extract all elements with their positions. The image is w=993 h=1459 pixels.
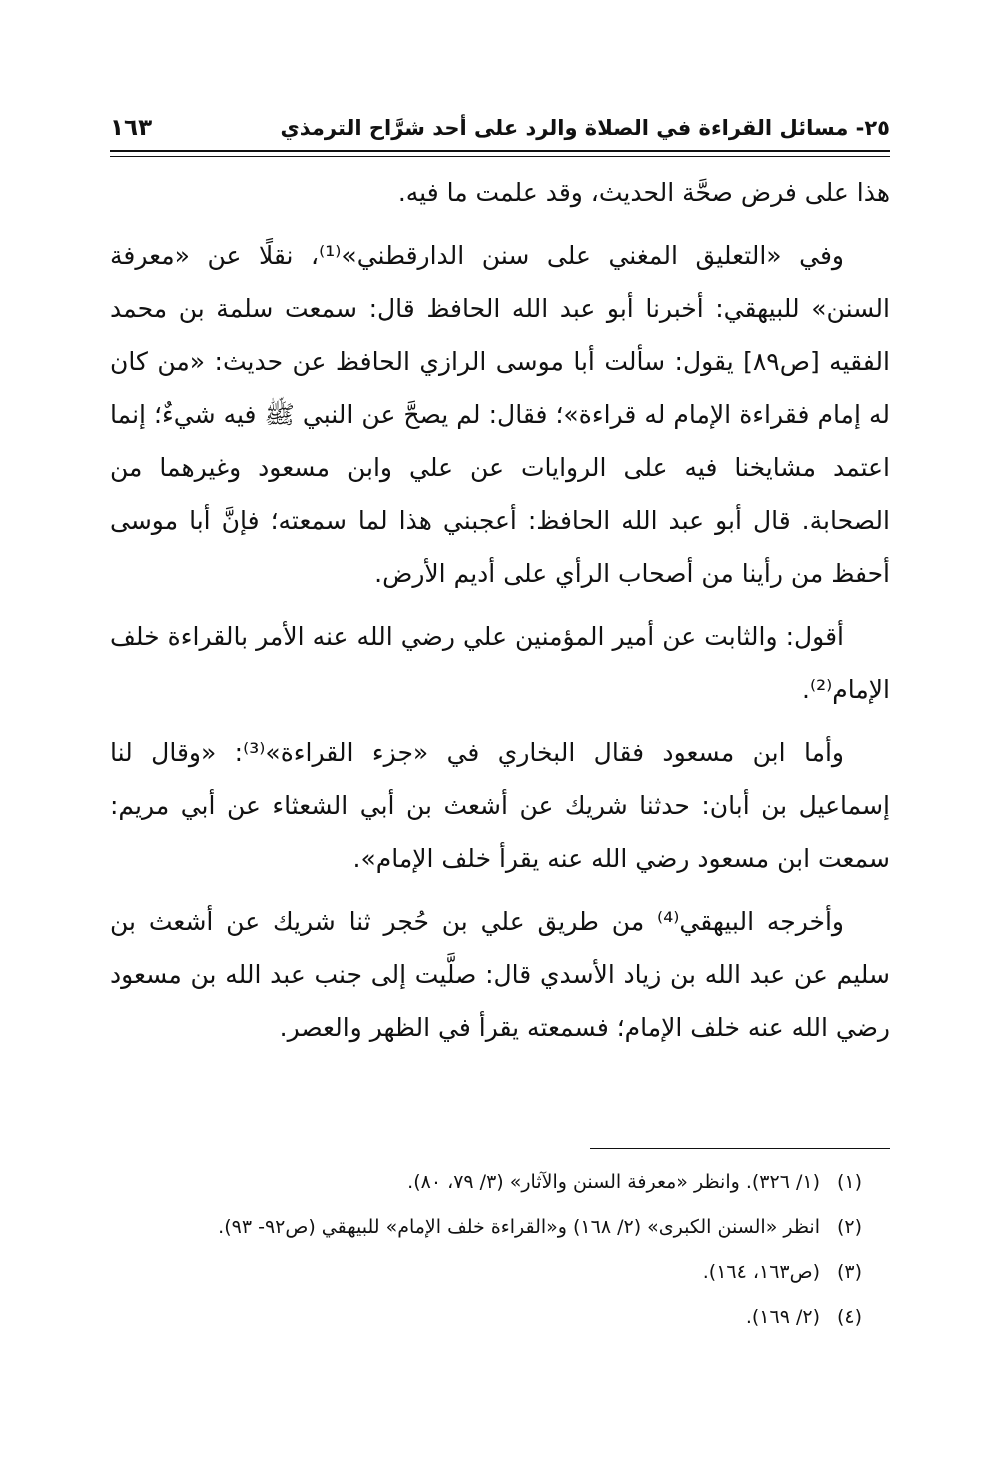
book-page	[110, 0, 890, 1459]
header-rule-thin	[110, 156, 890, 157]
footnote-number: (٤)	[836, 1306, 862, 1328]
footnote	[110, 1160, 890, 1205]
running-header	[110, 108, 890, 148]
footnote-separator	[590, 1148, 890, 1149]
header-rule	[110, 150, 890, 152]
footnote-text: (ص١٦٣، ١٦٤).	[702, 1261, 820, 1283]
footnote	[110, 1205, 890, 1250]
paragraph: وأخرجه البيهقي⁽⁴⁾ من طريق علي بن حُجر ثنا شريك عن أشعث بن سليم عن عبد الله بن زياد الأسدي قال: صلَّيت إلى جنب عبد الله بن مسعود رضي الله عنه خلف الإمام؛ فسمعته يقرأ في الظهر والعصر.	[110, 907, 890, 1042]
footnotes	[110, 1160, 890, 1340]
paragraph: وفي «التعليق المغني على سنن الدارقطني»⁽¹⁾، نقلًا عن «معرفة السنن» للبيهقي: أخبرنا أبو عبد الله الحافظ قال: سمعت سلمة بن محمد الفقيه [ص٨٩] يقول: سألت أبا موسى الرازي الحافظ عن حديث: «من كان له إمام فقراءة الإمام له قراءة»؛ فقال: لم يصحَّ عن النبي ﷺ فيه شيءٌ؛ إنما اعتمد مشايخنا فيه على الروايات عن علي وابن مسعود وغيرهما من الصحابة. قال أبو عبد الله الحافظ: أعجبني هذا لما سمعته؛ فإنَّ أبا موسى أحفظ من رأينا من أصحاب الرأي على أديم الأرض.	[110, 241, 890, 588]
footnote-number: (١)	[836, 1171, 862, 1193]
paragraph: وأما ابن مسعود فقال البخاري في «جزء القراءة»⁽³⁾: «وقال لنا إسماعيل بن أبان: حدثنا شريك عن أشعث بن أبي الشعثاء عن أبي مريم: سمعت ابن مسعود رضي الله عنه يقرأ خلف الإمام».	[110, 738, 890, 873]
footnote-number: (٣)	[836, 1261, 862, 1283]
footnote	[110, 1250, 890, 1295]
main-text	[110, 166, 890, 1064]
page-number: ١٦٣	[110, 115, 153, 141]
chapter-title: ٢٥- مسائل القراءة في الصلاة والرد على أحد شرَّاح الترمذي	[280, 116, 890, 140]
paragraph: أقول: والثابت عن أمير المؤمنين علي رضي الله عنه الأمر بالقراءة خلف الإمام⁽²⁾.	[110, 622, 890, 704]
footnote-number: (٢)	[836, 1216, 862, 1238]
footnote	[110, 1295, 890, 1340]
footnote-text: (١/ ٣٢٦). وانظر «معرفة السنن والآثار» (٣/ ٧٩، ٨٠).	[407, 1171, 820, 1193]
paragraph: هذا على فرض صحَّة الحديث، وقد علمت ما فيه.	[397, 178, 890, 207]
footnote-text: انظر «السنن الكبرى» (٢/ ١٦٨) و«القراءة خلف الإمام» للبيهقي (ص٩٢- ٩٣).	[218, 1216, 820, 1238]
footnote-text: (٢/ ١٦٩).	[745, 1306, 820, 1328]
